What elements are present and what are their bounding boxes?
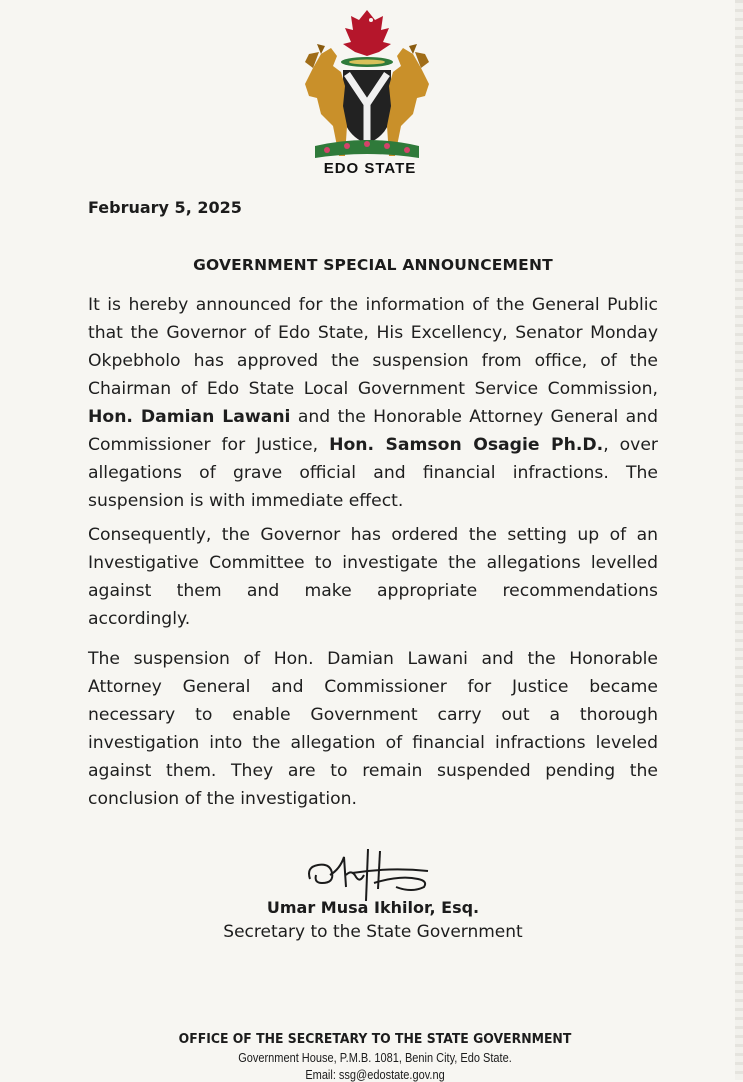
paragraph-suspension bbox=[88, 291, 658, 515]
paragraph-1-text-c: , over allegations of grave official and financial infractions. The suspension is with immediate effect. bbox=[88, 435, 658, 511]
paragraph-reason: The suspension of Hon. Damian Lawani and the Honorable Attorney General and Commissioner for Justice became necessary to enable Government carry out a thorough investigation into the allegation of financial infractions leveled against them. They are to remain suspended pending the conclusion of the investigation. bbox=[88, 649, 658, 809]
announcement-heading: GOVERNMENT SPECIAL ANNOUNCEMENT bbox=[193, 256, 553, 274]
paragraph-committee: Consequently, the Governor has ordered the setting up of an Investigative Committee to investigate the allegations levelled against them and make appropriate recommendations accordingly. bbox=[88, 525, 658, 629]
name-samson-osagie: Hon. Samson Osagie Ph.D. bbox=[329, 435, 604, 455]
footer-address: Government House, P.M.B. 1081, Benin City, Edo State. bbox=[238, 1051, 512, 1065]
signature-icon bbox=[300, 845, 435, 905]
name-damian-lawani: Hon. Damian Lawani bbox=[88, 407, 291, 427]
footer-email: Email: ssg@edostate.gov.ng bbox=[305, 1068, 445, 1082]
scan-edge-shadow bbox=[735, 0, 743, 1080]
signatory-title: Secretary to the State Government bbox=[223, 922, 523, 942]
paragraph-1-text-b: and the Honorable Attorney General and Commissioner for Justice, bbox=[88, 407, 658, 455]
paragraph-1-text-a: It is hereby announced for the information of the General Public that the Governor of Edo State, His Excellency, Senator Monday Okpebholo has approved the suspension from office, of the Chairman of Edo State Local Government Service Commission, bbox=[88, 295, 658, 399]
coat-of-arms-icon bbox=[287, 6, 447, 174]
state-label: EDO STATE bbox=[323, 160, 417, 177]
footer-office: OFFICE OF THE SECRETARY TO THE STATE GOVERNMENT bbox=[178, 1031, 572, 1047]
signatory-name: Umar Musa Ikhilor, Esq. bbox=[266, 898, 480, 917]
letter-date: February 5, 2025 bbox=[88, 198, 242, 217]
